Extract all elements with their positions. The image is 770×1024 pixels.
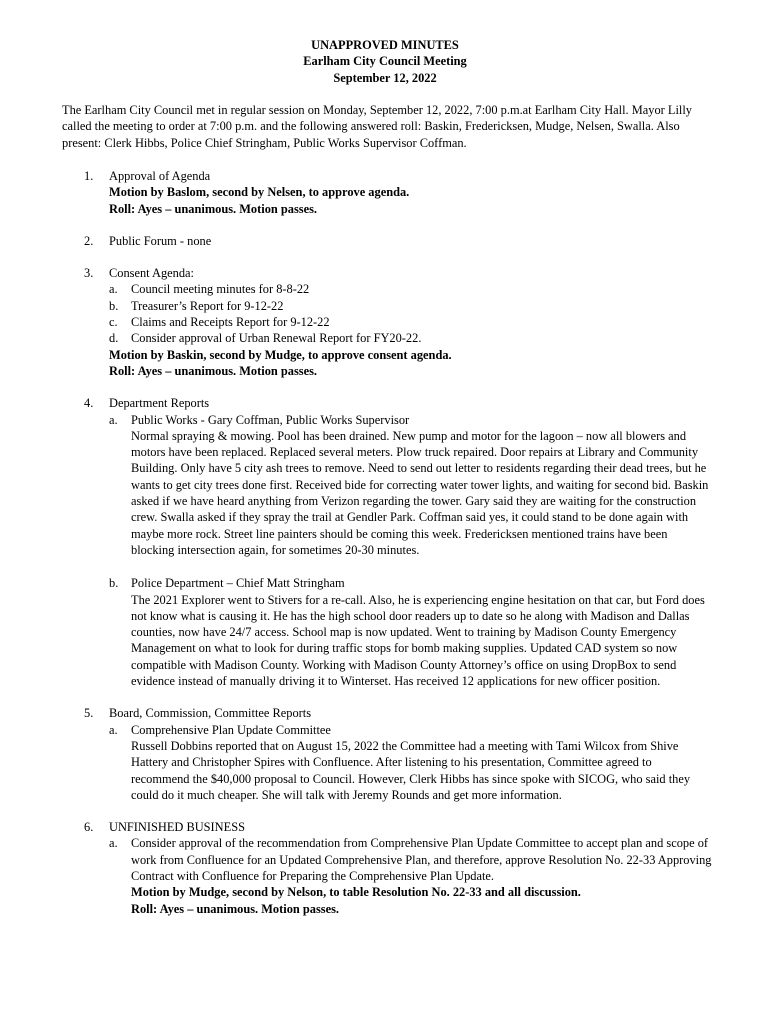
sub-item-letter: a.: [109, 722, 118, 737]
consent-sub-item: [109, 298, 712, 314]
sub-item-text: Treasurer’s Report for 9-12-22: [131, 298, 284, 313]
item-title: Public Forum - none: [109, 233, 212, 248]
agenda-item-committee-reports: [62, 705, 712, 803]
roll-text: Roll: Ayes – unanimous. Motion passes.: [131, 901, 340, 916]
motion-text: Motion by Baslom, second by Nelsen, to approve agenda.: [109, 185, 410, 200]
item-title: Department Reports: [109, 396, 210, 411]
header-date: September 12, 2022: [333, 70, 437, 85]
roll-text: Roll: Ayes – unanimous. Motion passes.: [109, 363, 318, 378]
item-number: 3.: [84, 266, 94, 281]
agenda-item-consent-agenda: [62, 265, 712, 379]
sub-item-letter: b.: [109, 576, 119, 591]
agenda-item-public-forum: [62, 233, 712, 249]
sub-item-title: Police Department – Chief Matt Stringham: [131, 576, 345, 591]
sub-item-letter: d.: [109, 331, 119, 346]
item-number: 4.: [84, 396, 94, 411]
motion-text: Motion by Baskin, second by Mudge, to approve consent agenda.: [109, 347, 452, 362]
sub-item-text: Claims and Receipts Report for 9-12-22: [131, 315, 330, 330]
sub-item-body: Russell Dobbins reported that on August 15, 2022 the Committee had a meeting with Tami Wilcox from Shive Hattery and Christopher Spires with Confluence. After listening to his presentation, Committee agreed to recommend the $40,000 proposal to Council. However, Clerk Hibbs has since spoke with SICOG, who said they could do it much cheaper. She will talk with Jeremy Rounds and get more information.: [131, 738, 691, 802]
sub-item-title: Comprehensive Plan Update Committee: [131, 722, 331, 737]
sub-item-body: Normal spraying & mowing. Pool has been drained. New pump and motor for the lagoon – now all blowers and motors have been replaced. Replaced several meters. Plow truck repaired. Door repairs at Library and Community Building. Only have 5 city ash trees to remove. Need to send out letter to residents regarding their dead trees, but he wants to get city trees done first. Received bide for correcting water tower lights, and waiting for second bid. Baskin asked if we have heard anything from Verizon regarding the tower. Gary said they are waiting for the construction crew. Swalla asked if they spray the trail at Gendler Park. Coffman said yes, it could stand to be done again with maybe more rock. Street line painters should be coming this week. Fredericksen mentioned trains have been blocking intersection again, for sometimes 20-30 minutes.: [131, 428, 709, 557]
roll-text: Roll: Ayes – unanimous. Motion passes.: [109, 201, 318, 216]
consent-sub-item: [109, 330, 712, 346]
sub-item-letter: a.: [109, 836, 118, 851]
agenda-items: [62, 168, 712, 917]
motion-text: Motion by Mudge, second by Nelson, to table Resolution No. 22-33 and all discussion.: [131, 885, 581, 900]
item-number: 1.: [84, 169, 94, 183]
item-number: 2.: [84, 233, 94, 248]
sub-item-letter: a.: [109, 412, 118, 427]
header-meeting-name: Earlham City Council Meeting: [303, 54, 467, 69]
resolution-sub-item: [109, 835, 712, 916]
comprehensive-plan-report: [109, 722, 712, 803]
sub-item-text: Council meeting minutes for 8-8-22: [131, 282, 310, 297]
item-title: Board, Commission, Committee Reports: [109, 706, 312, 721]
document-header: [0, 37, 770, 86]
item-title: UNFINISHED BUSINESS: [109, 820, 245, 835]
agenda-item-unfinished-business: [62, 819, 712, 917]
sub-item-body: The 2021 Explorer went to Stivers for a re-call. Also, he is experiencing engine hesitation on that car, but Ford does not know what is causing it. He has the high school door readers up to date so he along with Madison and Dallas counties, now have 24/7 access. School map is now updated. Went to training by Madison County Emergency Management on what to look for during traffic stops for bomb making supplies. Updated CAD system so now compatible with Madison County. Working with Madison County Attorney’s office on using DropBox to send evidence instead of manually driving it to Winterset. Has received 12 applications for new officer position.: [131, 592, 705, 689]
sub-item-letter: b.: [109, 298, 119, 313]
sub-item-letter: a.: [109, 282, 118, 297]
item-title: Consent Agenda:: [109, 266, 195, 281]
police-department-report: [109, 575, 712, 689]
sub-item-letter: c.: [109, 315, 118, 330]
agenda-item-department-reports: [62, 395, 712, 689]
item-number: 5.: [84, 706, 94, 721]
sub-item-text: Consider approval of Urban Renewal Report for FY20-22.: [131, 331, 422, 346]
sub-item-body: Consider approval of the recommendation from Comprehensive Plan Update Committee to accept plan and scope of work from Confluence for an Updated Comprehensive Plan, and therefore, approve Resolution No. 22-33 Approving Contract with Confluence for Preparing the Comprehensive Plan Update.: [131, 836, 712, 883]
item-title: Approval of Agenda: [109, 169, 211, 183]
sub-item-title: Public Works - Gary Coffman, Public Works Supervisor: [131, 412, 410, 427]
public-works-report: [109, 412, 712, 559]
agenda-item-approval-of-agenda: [62, 168, 712, 217]
consent-sub-item: [109, 281, 712, 297]
intro-paragraph: The Earlham City Council met in regular session on Monday, September 12, 2022, 7:00 p.m.at Earlham City Hall. Mayor Lilly called the meeting to order at 7:00 p.m. and the following answered roll: Baskin, Fredericksen, Mudge, Nelsen, Swalla. Also present: Clerk Hibbs, Police Chief Stringham, Public Works Supervisor Coffman.: [62, 103, 692, 150]
consent-sub-item: [109, 314, 712, 330]
item-number: 6.: [84, 820, 94, 835]
header-title: UNAPPROVED MINUTES: [311, 38, 459, 52]
